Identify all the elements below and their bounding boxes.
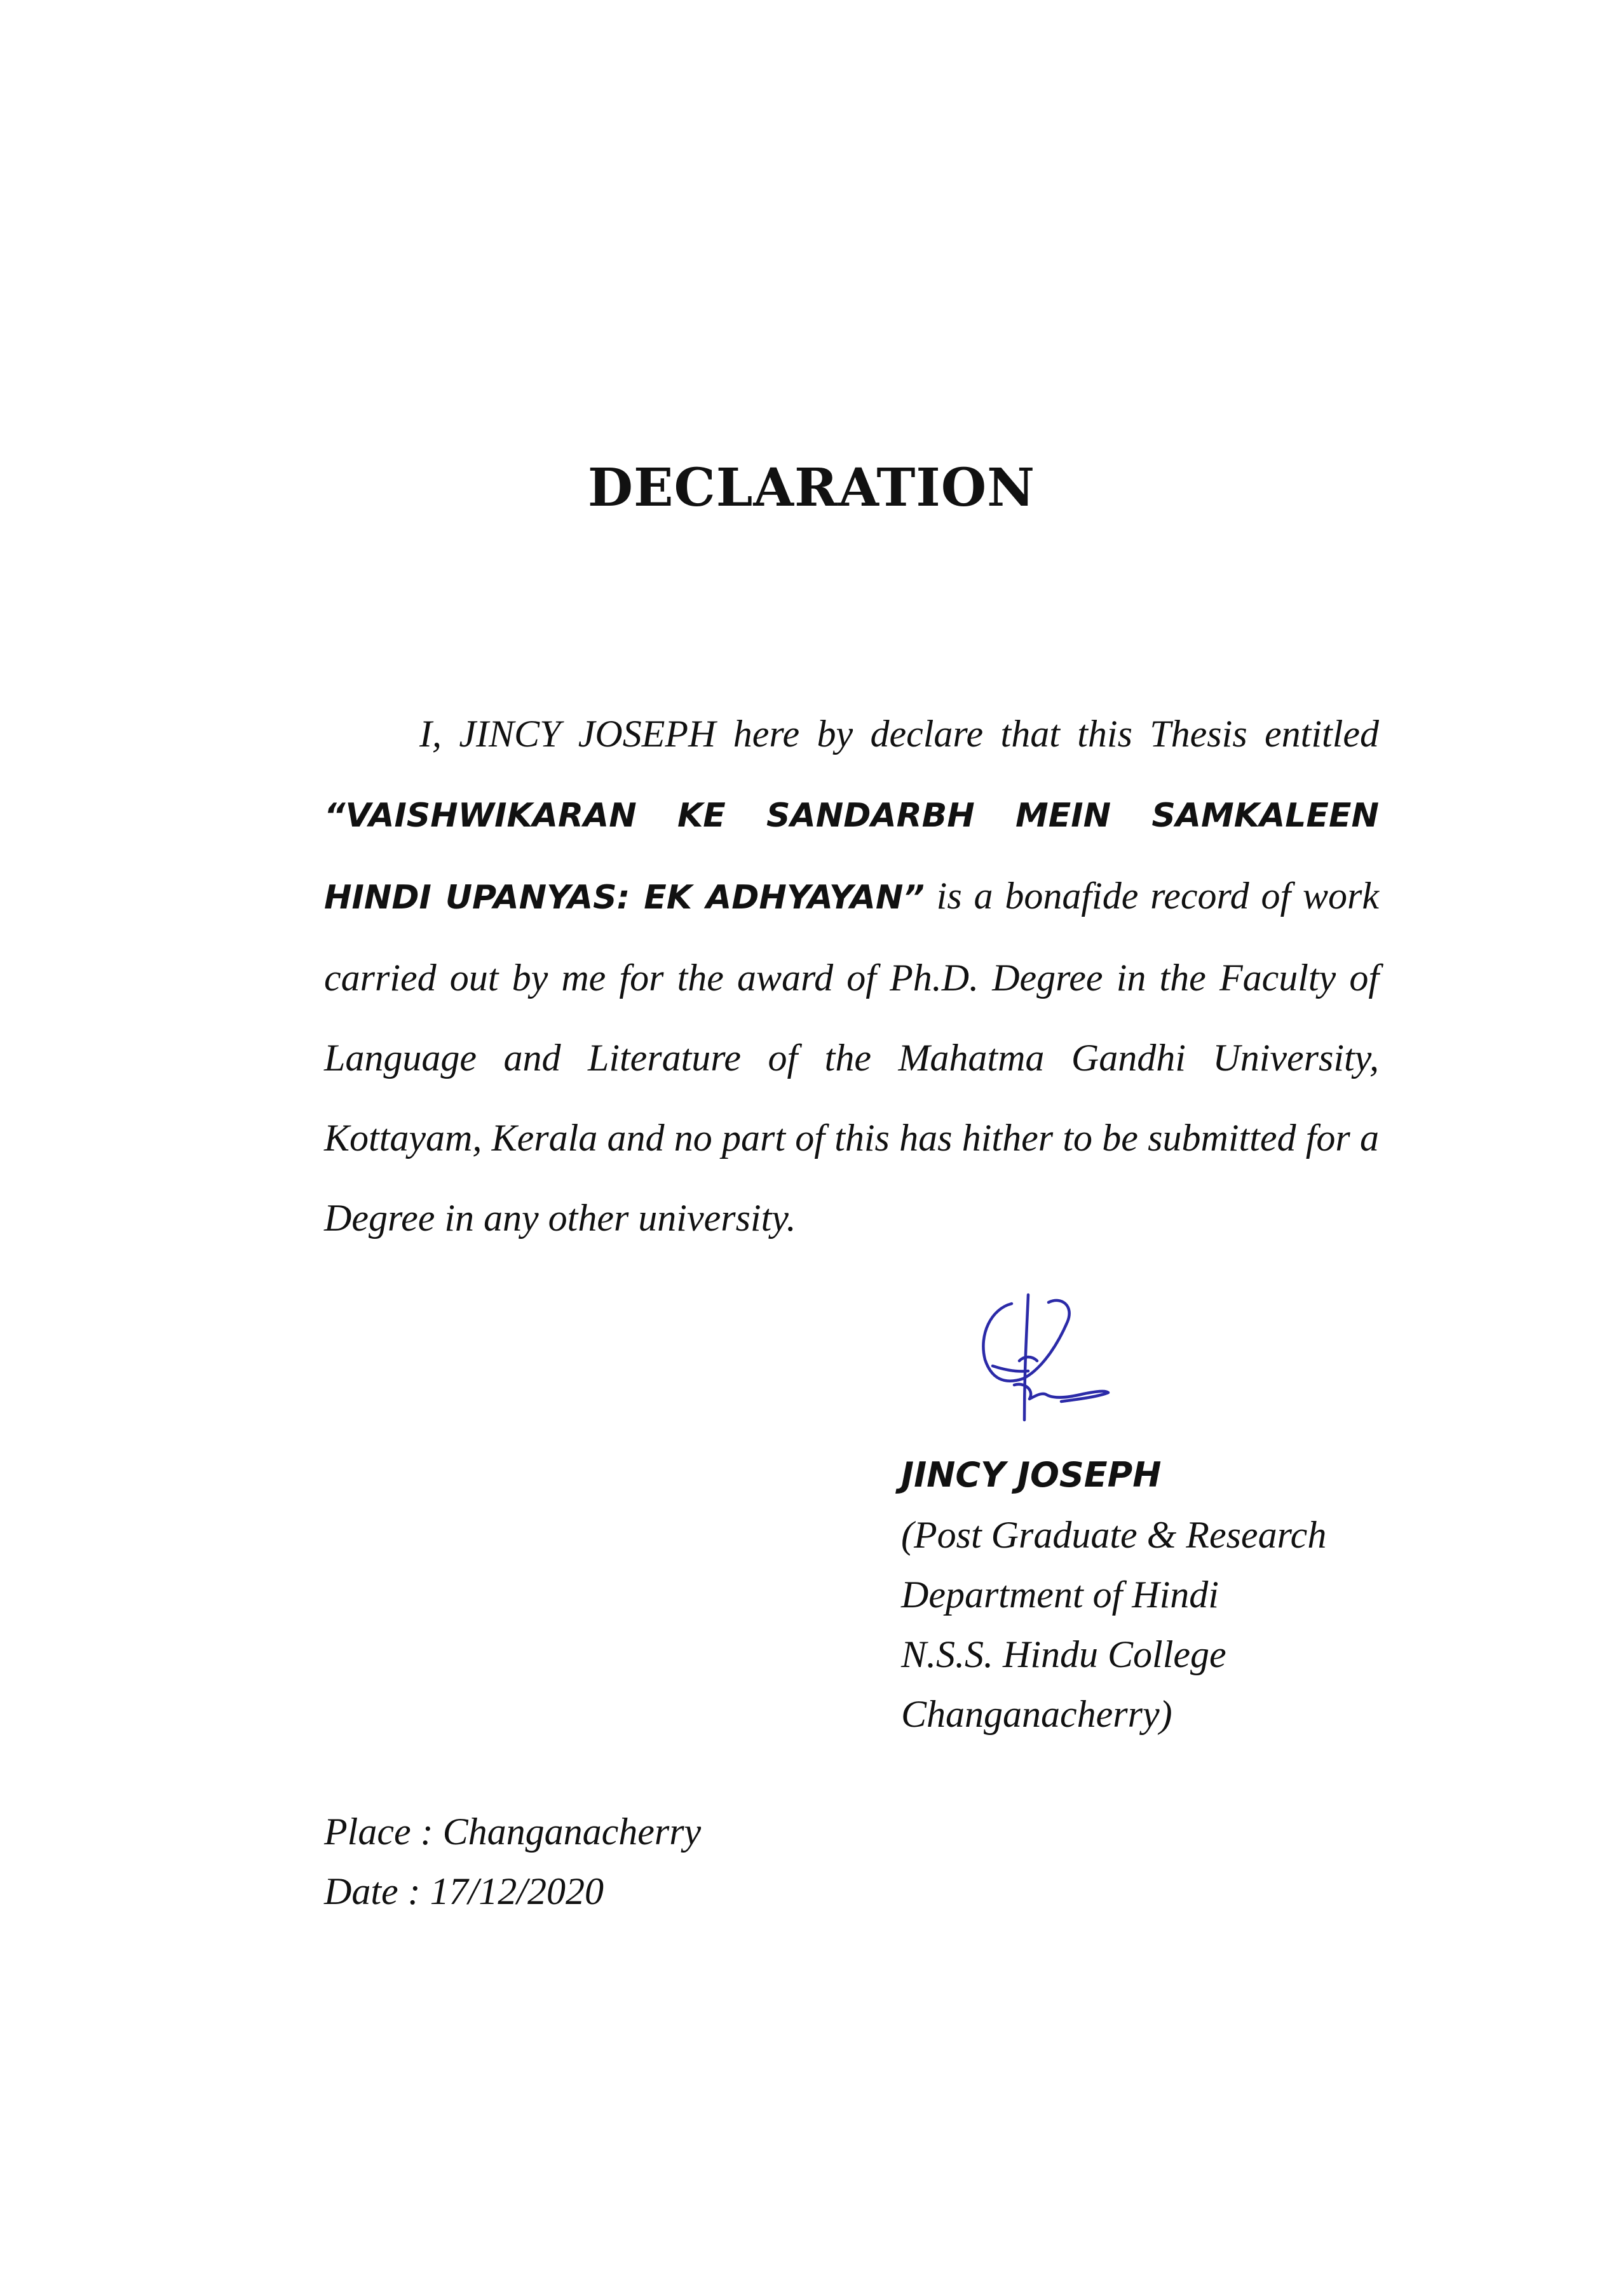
page-title: DECLARATION <box>587 457 1036 518</box>
signature-tail-stroke <box>993 1366 1028 1372</box>
thesis-title: “VAISHWIKARAN KE SANDARBH MEIN SAMKALEEN HINDI UPANYAS: EK ADHYAYAN” <box>324 797 1379 917</box>
signature-image <box>953 1290 1131 1436</box>
place-date-block <box>324 1802 701 1921</box>
signatory-line-4: Changanacherry) <box>901 1693 1172 1735</box>
signatory-line-1: (Post Graduate & Research <box>901 1514 1327 1556</box>
declaration-paragraph <box>324 694 1379 1258</box>
signatory-line-3: N.S.S. Hindu College <box>901 1633 1226 1675</box>
date-line: Date : 17/12/2020 <box>324 1870 604 1912</box>
declaration-rest: is a bonafide record of work carried out by me for the award of Ph.D. Degree in the Faculty of Language and Literature of the Mahatma Gandhi University, Kottayam, Kerala and no part of this has hither to be submitted for a Degree in any other university. <box>324 875 1380 1239</box>
signature-base-stroke <box>1014 1384 1108 1401</box>
place-line: Place : Changanacherry <box>324 1811 702 1853</box>
signature-cross-stroke <box>1019 1357 1037 1361</box>
signatory-name: JINCY JOSEPH <box>901 1455 1162 1495</box>
signatory-block <box>901 1445 1326 1744</box>
signatory-line-2: Department of Hindi <box>901 1574 1219 1616</box>
declaration-intro: I, JINCY JOSEPH here by declare that this Thesis entitled <box>419 713 1379 755</box>
